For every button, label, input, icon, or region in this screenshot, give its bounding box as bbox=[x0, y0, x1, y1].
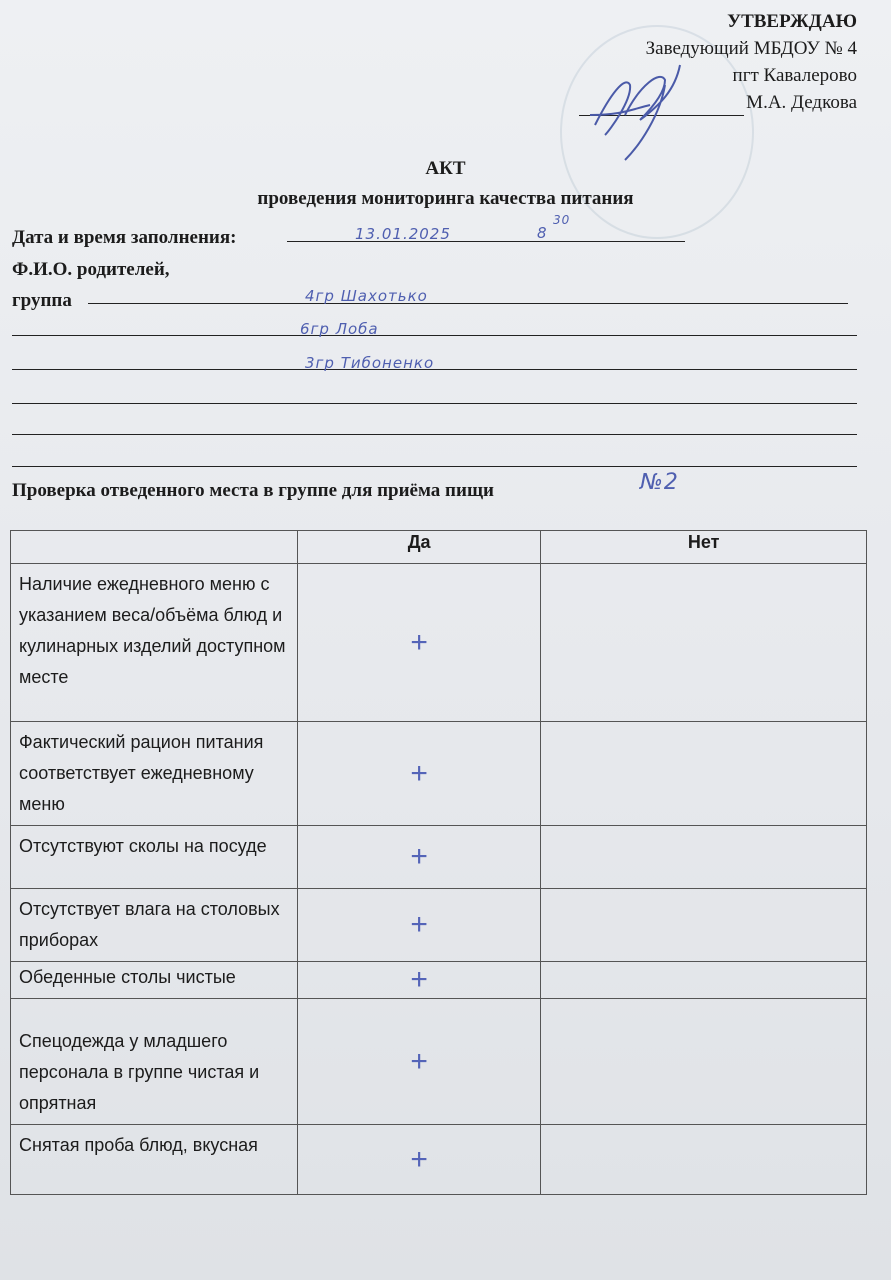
approval-name: М.А. Дедкова bbox=[746, 92, 857, 113]
table-header-yes: Да bbox=[298, 531, 541, 564]
section-number: №2 bbox=[640, 470, 679, 495]
row-no-mark bbox=[541, 722, 867, 826]
row-no-mark bbox=[541, 999, 867, 1125]
row-no-mark bbox=[541, 564, 867, 722]
date-line bbox=[287, 241, 685, 242]
row-criterion: Обеденные столы чистые bbox=[11, 962, 298, 999]
act-title: АКТ bbox=[425, 158, 466, 179]
table-row bbox=[11, 1125, 867, 1195]
group-entry-1: 4гр Шахотько bbox=[305, 287, 428, 305]
row-yes-mark: + bbox=[298, 564, 541, 722]
row-yes-mark: + bbox=[298, 889, 541, 962]
approval-location: пгт Кавалерово bbox=[732, 65, 857, 86]
table-row bbox=[11, 564, 867, 722]
table-row bbox=[11, 962, 867, 999]
table-header-row bbox=[11, 531, 867, 564]
form-line-3 bbox=[12, 369, 857, 370]
row-criterion: Отсутствует влага на столовых приборах bbox=[11, 889, 298, 962]
date-value: 13.01.2025 bbox=[355, 225, 451, 243]
form-line-6 bbox=[12, 466, 857, 467]
approval-heading: УТВЕРЖДАЮ bbox=[727, 11, 857, 32]
row-criterion: Снятая проба блюд, вкусная bbox=[11, 1125, 298, 1195]
row-criterion: Отсутствуют сколы на посуде bbox=[11, 826, 298, 889]
group-label: группа bbox=[12, 290, 72, 311]
check-table bbox=[10, 530, 867, 1195]
row-no-mark bbox=[541, 1125, 867, 1195]
row-yes-mark: + bbox=[298, 826, 541, 889]
approval-position: Заведующий МБДОУ № 4 bbox=[645, 38, 857, 59]
row-yes-mark: + bbox=[298, 999, 541, 1125]
row-criterion: Наличие ежедневного меню с указанием веса/объёма блюд и кулинарных изделий доступном месте bbox=[11, 564, 298, 722]
row-no-mark bbox=[541, 962, 867, 999]
table-header-criterion bbox=[11, 531, 298, 564]
table-header-no: Нет bbox=[541, 531, 867, 564]
table-row bbox=[11, 722, 867, 826]
handwritten-signature bbox=[570, 55, 710, 165]
form-line-4 bbox=[12, 403, 857, 404]
row-criterion: Спецодежда у младшего персонала в группе чистая и опрятная bbox=[11, 999, 298, 1125]
form-line-1 bbox=[88, 303, 848, 304]
parents-label: Ф.И.О. родителей, bbox=[12, 259, 170, 280]
time-value: 8 bbox=[537, 224, 548, 242]
table-row bbox=[11, 826, 867, 889]
row-no-mark bbox=[541, 826, 867, 889]
table-row bbox=[11, 999, 867, 1125]
form-line-5 bbox=[12, 434, 857, 435]
row-no-mark bbox=[541, 889, 867, 962]
table-row bbox=[11, 889, 867, 962]
group-entry-2: 6гр Лоба bbox=[300, 320, 379, 338]
row-yes-mark: + bbox=[298, 722, 541, 826]
section-heading: Проверка отведенного места в группе для приёма пищи bbox=[12, 480, 494, 501]
form-line-2 bbox=[12, 335, 857, 336]
row-yes-mark: + bbox=[298, 1125, 541, 1195]
row-criterion: Фактический рацион питания соответствует ежедневному меню bbox=[11, 722, 298, 826]
act-subtitle: проведения мониторинга качества питания bbox=[257, 188, 634, 209]
date-label: Дата и время заполнения: bbox=[12, 227, 237, 248]
row-yes-mark: + bbox=[298, 962, 541, 999]
group-entry-3: 3гр Тибоненко bbox=[305, 354, 435, 372]
time-minutes: 30 bbox=[553, 213, 571, 227]
